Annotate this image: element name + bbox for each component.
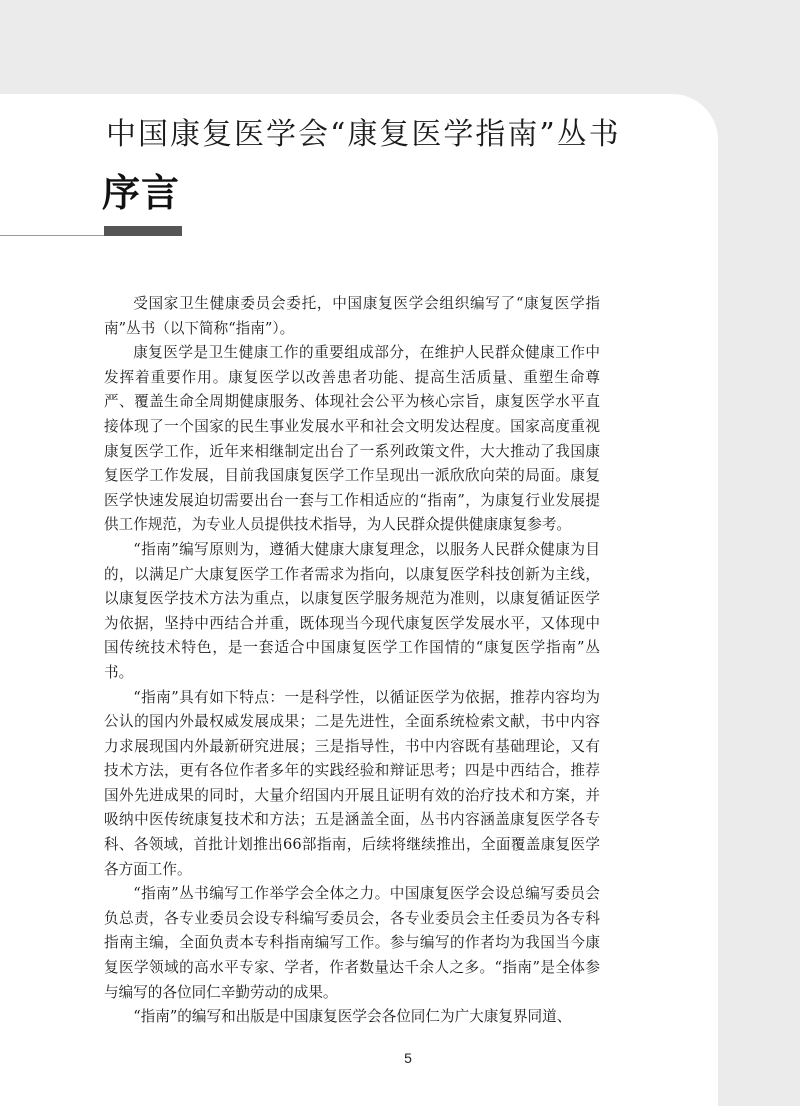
preface-body — [104, 292, 600, 1030]
page-number: 5 — [404, 1050, 412, 1066]
paragraph: “指南”的编写和出版是中国康复医学会各位同仁为广大康复界同道、 — [133, 1008, 572, 1026]
section-title: 序言 — [102, 171, 181, 215]
paragraph: 受国家卫生健康委员会委托，中国康复医学会组织编写了“康复医学指南”丛书（以下简称“指南”）。 — [104, 295, 600, 337]
paragraph: “指南”丛书编写工作举学会全体之力。中国康复医学会设总编写委员会负总责，各专业委员会设专科编写委员会，各专业委员会主任委员为各专科指南主编，全面负责本专科指南编写工作。参与编写的作者均为我国当今康复医学领域的高水平专家、学者，作者数量达千余人之多。“指南”是全体参与编写的各位同仁辛勤劳动的成果。 — [104, 885, 600, 1001]
paragraph: “指南”具有如下特点：一是科学性，以循证医学为依据，推荐内容均为公认的国内外最权威发展成果；二是先进性，全面系统检索文献，书中内容力求展现国内外最新研究进展；三是指导性，书中内容既有基础理论，又有技术方法，更有各位作者多年的实践经验和辩证思考；四是中西结合，推荐国外先进成果的同时，大量介绍国内开展且证明有效的治疗技术和方案，并吸纳中医传统康复技术和方法；五是涵盖全面，丛书内容涵盖康复医学各专科、各领域，首批计划推出66部指南，后续将继续推出，全面覆盖康复医学各方面工作。 — [104, 688, 600, 878]
heading-accent-bar — [104, 226, 182, 236]
paragraph: 康复医学是卫生健康工作的重要组成部分，在维护人民群众健康工作中发挥着重要作用。康复医学以改善患者功能、提高生活质量、重塑生命尊严、覆盖生命全周期健康服务、体现社会公平为核心宗旨，康复医学水平直接体现了一个国家的民生事业发展水平和社会文明发达程度。国家高度重视康复医学工作，近年来相继制定出台了一系列政策文件，大大推动了我国康复医学工作发展，目前我国康复医学工作呈现出一派欣欣向荣的局面。康复医学快速发展迫切需要出台一套与工作相适应的“指南”，为康复行业发展提供工作规范，为专业人员提供技术指导，为人民群众提供健康康复参考。 — [104, 344, 600, 534]
paragraph: “指南”编写原则为，遵循大健康大康复理念，以服务人民群众健康为目的，以满足广大康复医学工作者需求为指向，以康复医学科技创新为主线，以康复医学技术方法为重点，以康复医学服务规范为准则，以康复循证医学为依据，坚持中西结合并重，既体现当今现代康复医学发展水平，又体现中国传统技术特色，是一套适合中国康复医学工作国情的“康复医学指南”丛书。 — [104, 540, 600, 681]
series-title: 中国康复医学会“康复医学指南”丛书 — [106, 117, 621, 152]
heading-divider-line — [0, 235, 104, 236]
